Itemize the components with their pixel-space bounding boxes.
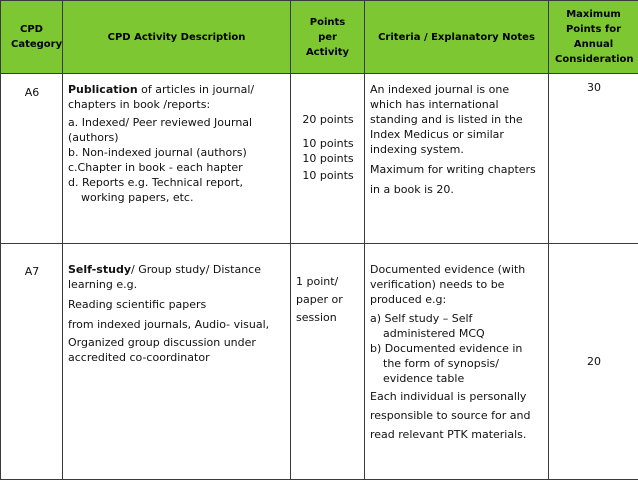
criteria-text: Each individual is personally [370,389,544,404]
criteria-text: An indexed journal is one which has international standing and is listed in the Index Medicus or similar indexing system. [370,82,544,157]
points-value: 20 points [296,112,360,127]
criteria-text: Documented evidence (with verification) needs to be produced e.g: [370,262,544,307]
row-criteria [365,74,549,244]
criteria-text: read relevant PTK materials. [370,427,544,442]
description-item: a. Indexed/ Peer reviewed Journal (authors) [68,115,286,145]
header-points: Points per Activity [291,1,365,74]
criteria-text: a) Self study – Self [370,311,544,326]
criteria-text: evidence table [370,371,544,386]
description-title-rest: of articles in journal/ chapters in book /reports: [68,83,254,111]
points-value: 1 point/ [296,274,360,289]
row-maximum: 30 [549,74,638,244]
row-category: A6 [1,74,63,244]
table-row [1,74,638,244]
description-item: from indexed journals, Audio- visual, [68,317,286,332]
row-description [63,244,291,480]
description-title [68,262,286,292]
points-value: 10 points [296,136,360,151]
description-item: working papers, etc. [68,190,286,205]
table-row [1,244,638,480]
header-maximum: Maximum Points for Annual Consideration [549,1,638,74]
criteria-text: in a book is 20. [370,182,544,197]
criteria-text: Maximum for writing chapters [370,162,544,177]
points-value: session [296,310,360,325]
points-value: 10 points [296,151,360,166]
description-item: b. Non-indexed journal (authors) [68,145,286,160]
description-item: d. Reports e.g. Technical report, [68,175,286,190]
row-points [291,74,365,244]
description-item: c.Chapter in book - each hapter [68,160,286,175]
criteria-text: the form of synopsis/ [370,356,544,371]
criteria-text: b) Documented evidence in [370,341,544,356]
row-category: A7 [1,244,63,480]
header-criteria: Criteria / Explanatory Notes [365,1,549,74]
description-title-rest: / Group study/ Distance learning e.g. [68,263,261,291]
description-item: Reading scientific papers [68,297,286,312]
header-description: CPD Activity Description [63,1,291,74]
header-category: CPD Category [1,1,63,74]
row-maximum: 20 [549,244,638,480]
criteria-text: responsible to source for and [370,408,544,423]
row-description [63,74,291,244]
description-title-bold: Publication [68,83,138,96]
description-item: Organized group discussion under accredited co-coordinator [68,335,286,365]
description-title-bold: Self-study [68,263,131,276]
points-value: paper or [296,292,360,307]
row-criteria [365,244,549,480]
header-row [1,1,638,74]
points-value: 10 points [296,168,360,183]
description-title [68,82,286,112]
criteria-text: administered MCQ [370,326,544,341]
row-points [291,244,365,480]
